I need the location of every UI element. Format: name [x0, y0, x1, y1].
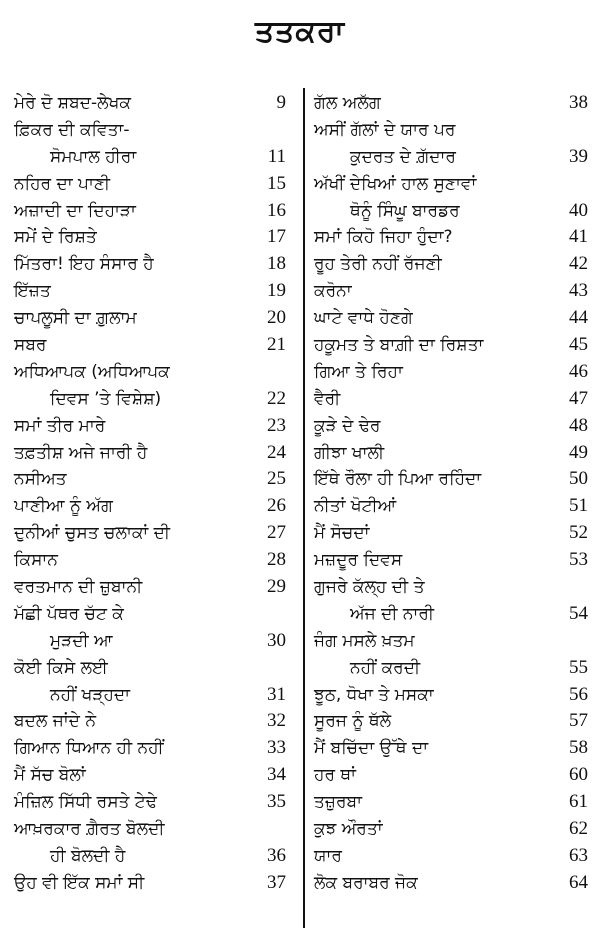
toc-column-right [314, 90, 588, 897]
toc-entry-title: ਕੋਈ ਕਿਸੇ ਲਈ [14, 657, 108, 678]
toc-entry-title: ਕੁਝ ਔਰਤਾਂ [314, 819, 383, 840]
toc-page-number: 22 [267, 387, 286, 409]
toc-entry-title: ਮਜ਼ਦੂਰ ਦਿਵਸ [314, 550, 403, 571]
toc-entry-title: ਕੂੜੇ ਦੇ ਢੇਰ [314, 415, 381, 436]
toc-page-number: 50 [569, 468, 588, 490]
toc-entry-title: ਕੁਦਰਤ ਦੇ ਗ਼ੱਦਾਰ [350, 146, 456, 167]
toc-page-number: 27 [267, 522, 286, 544]
toc-page-number: 47 [569, 387, 588, 409]
toc-entry-title: ਰੂਹ ਤੇਰੀ ਨਹੀਂ ਰੱਜਣੀ [314, 254, 442, 275]
toc-page-number: 21 [267, 334, 286, 356]
toc-entry-row [14, 574, 286, 601]
toc-entry-row [314, 520, 588, 547]
toc-entry-row [314, 762, 588, 789]
toc-page-number: 56 [569, 683, 588, 705]
toc-entry-row [14, 547, 286, 574]
toc-entry-title: ਨਸੀਅਤ [14, 469, 67, 490]
toc-entry-row [314, 251, 588, 278]
toc-entry-row [314, 117, 588, 144]
toc-entry-row [14, 224, 286, 251]
toc-entry-title: ਨਹਿਰ ਦਾ ਪਾਣੀ [14, 173, 111, 194]
toc-page-number: 37 [267, 871, 286, 893]
toc-entry-title: ਪਾਣੀਆ ਨੂੰ ਅੱਗ [14, 496, 113, 517]
toc-entry-row [314, 332, 588, 359]
toc-entry-row [14, 628, 286, 655]
toc-entry-title: ਚਾਪਲੂਸੀ ਦਾ ਗ਼ੁਲਾਮ [14, 308, 137, 329]
toc-entry-row [314, 843, 588, 870]
toc-entry-row [314, 413, 588, 440]
toc-entry-title: ਵੈਰੀ [314, 388, 341, 409]
toc-page-number: 28 [267, 549, 286, 571]
toc-entry-title: ਦੁਨੀਆਂ ਚੁਸਤ ਚਲਾਕਾਂ ਦੀ [14, 523, 171, 544]
toc-entry-row [14, 278, 286, 305]
toc-page-number: 48 [569, 414, 588, 436]
toc-page-number: 58 [569, 737, 588, 759]
toc-page-number: 34 [267, 764, 286, 786]
toc-page-number: 35 [267, 791, 286, 813]
toc-entry-title: ਸੂਰਜ ਨੂੰ ਥੱਲੇ [314, 711, 392, 732]
toc-page-number: 63 [569, 844, 588, 866]
toc-entry-title: ਵਰਤਮਾਨ ਦੀ ਜ਼ੁਬਾਨੀ [14, 577, 143, 598]
toc-entry-title: ਸਮਾਂ ਕਿਹੋ ਜਿਹਾ ਹੁੰਦਾ? [314, 227, 453, 248]
toc-entry-title: ਹੀ ਬੋਲਦੀ ਹੈ [50, 845, 126, 866]
toc-entry-row [14, 90, 286, 117]
toc-page-number: 39 [569, 145, 588, 167]
toc-entry-title: ਮੁੜਦੀ ਆ [50, 630, 113, 651]
toc-entry-row [14, 682, 286, 709]
toc-entry-title: ਅਧਿਆਪਕ (ਅਧਿਆਪਕ [14, 361, 170, 382]
toc-entry-title: ਇੱਥੇ ਰੌਲਾ ਹੀ ਪਿਆ ਰਹਿੰਦਾ [314, 469, 482, 490]
toc-column-left [14, 90, 286, 897]
toc-entry-title: ਅੱਜ ਦੀ ਨਾਰੀ [350, 603, 435, 624]
toc-page-number: 61 [569, 791, 588, 813]
toc-page-number: 9 [276, 92, 286, 113]
toc-page-number: 30 [267, 629, 286, 651]
toc-page-number: 40 [569, 199, 588, 221]
toc-entry-row [14, 332, 286, 359]
toc-entry-row [14, 789, 286, 816]
toc-page-number: 57 [569, 710, 588, 732]
toc-entry-row [314, 224, 588, 251]
toc-entry-row [14, 655, 286, 682]
toc-entry-title: ਗੁਜਰੇ ਕੱਲ੍ਹ ਦੀ ਤੇ [314, 577, 425, 598]
toc-page-number: 38 [569, 92, 588, 113]
toc-entry-title: ਕਿਸਾਨ [14, 550, 58, 571]
toc-page-number: 23 [267, 414, 286, 436]
toc-entry-title: ਮਿੱਤਰਾ! ਇਹ ਸੰਸਾਰ ਹੈ [14, 254, 154, 275]
toc-page-number: 33 [267, 737, 286, 759]
toc-page-number: 19 [267, 280, 286, 302]
toc-entry-row [14, 171, 286, 198]
toc-entry-row [314, 278, 588, 305]
toc-entry-row [314, 305, 588, 332]
toc-entry-title: ਲੋਕ ਬਰਾਬਰ ਜੋਕ [314, 872, 418, 893]
toc-entry-title: ਅਜ਼ਾਦੀ ਦਾ ਦਿਹਾੜਾ [14, 200, 136, 221]
toc-entry-title: ਮੈਂ ਸੋਚਦਾਂ [314, 523, 370, 544]
toc-entry-row [314, 171, 588, 198]
toc-entry-row [14, 601, 286, 628]
toc-entry-title: ਨਹੀਂ ਖੜ੍ਹਦਾ [50, 684, 131, 705]
toc-entry-row [314, 547, 588, 574]
toc-entry-row [14, 386, 286, 413]
toc-page-number: 54 [569, 602, 588, 624]
toc-entry-title: ਸਬਰ [14, 335, 47, 356]
toc-entry-row [314, 493, 588, 520]
toc-entry-title: ਗਿਆਨ ਧਿਆਨ ਹੀ ਨਹੀਂ [14, 738, 164, 759]
toc-page-number: 15 [267, 172, 286, 194]
toc-entry-title: ਥੋਨੂੰ ਸਿੰਘੂ ਬਾਰਡਰ [350, 200, 460, 221]
toc-page-number: 51 [569, 495, 588, 517]
toc-page-number: 36 [267, 844, 286, 866]
toc-page-number: 60 [569, 764, 588, 786]
toc-entry-row [14, 708, 286, 735]
toc-page-number: 46 [569, 360, 588, 382]
toc-entry-title: ਨੀਤਾਂ ਖੋਟੀਆਂ [314, 496, 397, 517]
toc-entry-row [14, 520, 286, 547]
toc-entry-row [14, 359, 286, 386]
toc-entry-row [314, 440, 588, 467]
toc-entry-title: ਆਖ਼ਰਕਾਰ ਗ਼ੈਰਤ ਬੋਲਦੀ [14, 819, 165, 840]
toc-entry-row [314, 601, 588, 628]
toc-entry-title: ਮੰਜ਼ਿਲ ਸਿੱਧੀ ਰਸਤੇ ਟੇਢੇ [14, 792, 157, 813]
toc-entry-row [314, 816, 588, 843]
toc-page-number: 31 [267, 683, 286, 705]
toc-entry-title: ਸਮੇਂ ਦੇ ਰਿਸ਼ਤੇ [14, 227, 97, 248]
toc-entry-row [14, 870, 286, 897]
toc-entry-row [314, 144, 588, 171]
toc-entry-row [14, 493, 286, 520]
toc-entry-title: ਤਫ਼ਤੀਸ਼ ਅਜੇ ਜਾਰੀ ਹੈ [14, 442, 148, 463]
toc-page-number: 43 [569, 280, 588, 302]
toc-page-number: 44 [569, 307, 588, 329]
toc-page-number: 17 [267, 226, 286, 248]
toc-entry-row [14, 735, 286, 762]
toc-entry-row [14, 117, 286, 144]
toc-entry-title: ਨਹੀਂ ਕਰਦੀ [350, 657, 421, 678]
toc-entry-row [314, 870, 588, 897]
toc-page-number: 16 [267, 199, 286, 221]
toc-entry-row [314, 386, 588, 413]
toc-entry-row [314, 655, 588, 682]
toc-page-number: 29 [267, 576, 286, 598]
toc-entry-row [14, 762, 286, 789]
column-divider [303, 88, 305, 928]
toc-page-number: 18 [267, 253, 286, 275]
toc-entry-title: ਜੰਗ ਮਸਲੇ ਖ਼ਤਮ [314, 630, 415, 651]
toc-entry-row [314, 789, 588, 816]
toc-entry-row [314, 466, 588, 493]
toc-entry-title: ਹਰ ਥਾਂ [314, 765, 356, 786]
toc-entry-row [14, 198, 286, 225]
toc-entry-title: ਅਸੀਂ ਗੱਲਾਂ ਦੇ ਯਾਰ ਪਰ [314, 119, 456, 140]
toc-entry-title: ਹਕੂਮਤ ਤੇ ਬਾਗ਼ੀ ਦਾ ਰਿਸ਼ਤਾ [314, 335, 484, 356]
toc-entry-title: ਸਮਾਂ ਤੀਰ ਮਾਰੇ [14, 415, 106, 436]
toc-entry-title: ਸੋਮਪਾਲ ਹੀਰਾ [50, 146, 137, 167]
toc-entry-row [14, 305, 286, 332]
toc-entry-row [14, 816, 286, 843]
toc-page-number: 64 [569, 871, 588, 893]
toc-entry-title: ਘਾਟੇ ਵਾਧੇ ਹੋਣਗੇ [314, 308, 413, 329]
toc-entry-title: ਫ਼ਿਕਰ ਦੀ ਕਵਿਤਾ- [14, 119, 130, 140]
toc-entry-title: ਯਾਰ [314, 845, 342, 866]
toc-page-number: 62 [569, 818, 588, 840]
toc-entry-title: ਗੱਲ ਅਲੱਗ [314, 93, 381, 113]
toc-entry-row [314, 628, 588, 655]
toc-page-number: 45 [569, 334, 588, 356]
page-title: ਤਤਕਰਾ [254, 14, 346, 49]
toc-entry-row [14, 413, 286, 440]
toc-page-number: 42 [569, 253, 588, 275]
toc-entry-row [314, 574, 588, 601]
toc-page-number: 24 [267, 441, 286, 463]
toc-page-number: 55 [569, 656, 588, 678]
toc-page-number: 49 [569, 441, 588, 463]
toc-entry-row [14, 843, 286, 870]
toc-entry-row [314, 708, 588, 735]
toc-entry-title: ਤਜ਼ੁਰਬਾ [314, 792, 362, 813]
toc-page-number: 52 [569, 522, 588, 544]
toc-entry-row [14, 440, 286, 467]
toc-entry-row [314, 359, 588, 386]
toc-page-number: 20 [267, 307, 286, 329]
toc-page-number: 32 [267, 710, 286, 732]
toc-page-number: 11 [267, 145, 286, 167]
toc-entry-title: ਮੱਛੀ ਪੱਥਰ ਚੱਟ ਕੇ [14, 603, 124, 624]
toc-entry-row [14, 144, 286, 171]
toc-entry-title: ਝੂਠ, ਧੋਖਾ ਤੇ ਮਸਕਾ [314, 684, 434, 705]
toc-page-number: 53 [569, 549, 588, 571]
toc-entry-row [314, 735, 588, 762]
toc-entry-row [314, 90, 588, 117]
toc-entry-title: ਮੇਰੇ ਦੋ ਸ਼ਬਦ-ਲੇਖਕ [14, 93, 131, 113]
toc-entry-title: ਦਿਵਸ ’ਤੇ ਵਿਸ਼ੇਸ਼) [50, 388, 162, 409]
toc-entry-title: ਗੀਝਾ ਖਾਲੀ [314, 442, 385, 463]
toc-entry-title: ਮੈਂ ਸੱਚ ਬੋਲਾਂ [14, 765, 86, 786]
toc-entry-title: ਇੱਜ਼ਤ [14, 281, 51, 302]
toc-page-number: 25 [267, 468, 286, 490]
toc-entry-title: ਗਿਆ ਤੇ ਰਿਹਾ [314, 361, 403, 382]
toc-entry-title: ਕਰੋਨਾ [314, 281, 352, 302]
toc-entry-title: ਬਦਲ ਜਾਂਦੇ ਨੇ [14, 711, 96, 732]
toc-page-number: 26 [267, 495, 286, 517]
toc-entry-title: ਅੱਖੀਂ ਦੇਖਿਆਂ ਹਾਲ ਸੁਣਾਵਾਂ [314, 173, 477, 194]
toc-entry-title: ਉਹ ਵੀ ਇੱਕ ਸਮਾਂ ਸੀ [14, 872, 145, 893]
toc-entry-row [314, 198, 588, 225]
toc-entry-row [314, 682, 588, 709]
toc-page-number: 41 [569, 226, 588, 248]
toc-entry-row [14, 251, 286, 278]
toc-entry-row [14, 466, 286, 493]
toc-entry-title: ਮੈਂ ਬਚਿੱਦਾ ਉੱਥੇ ਦਾ [314, 738, 429, 759]
